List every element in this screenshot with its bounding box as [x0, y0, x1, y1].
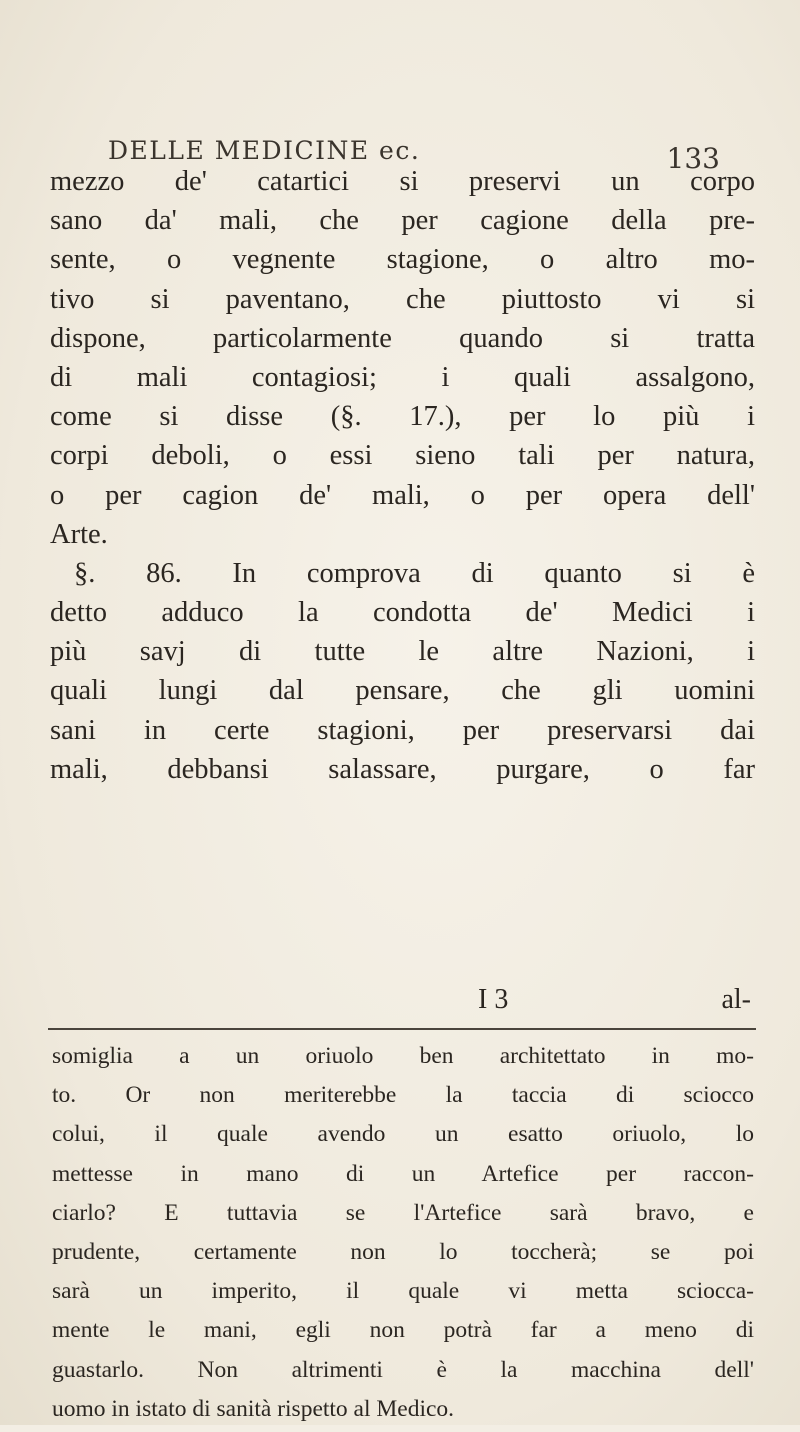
footnote — [52, 1040, 754, 1432]
running-title: DELLE MEDICINE ec. — [108, 136, 421, 165]
footnote-line: colui, il quale avendo un esatto oriuolo, lo — [52, 1121, 754, 1148]
footnote-line: ciarlo? E tuttavia se l'Artefice sarà bravo, e — [52, 1199, 754, 1226]
signature-line — [50, 984, 755, 1020]
catchword: al- — [721, 984, 751, 1015]
text-line: sente, o vegnente stagione, o altro mo- — [50, 244, 755, 276]
footnote-line: prudente, certamente non lo toccherà; se poi — [52, 1238, 754, 1265]
footnote-line: mettesse in mano di un Artefice per raccon- — [52, 1160, 754, 1187]
text-line: più savj di tutte le altre Nazioni, i — [50, 636, 755, 668]
footnote-line: mente le mani, egli non potrà far a meno di — [52, 1317, 754, 1344]
signature-mark: I 3 — [478, 984, 509, 1015]
page-number: 133 — [666, 142, 720, 175]
text-line: §. 86. In comprova di quanto si è — [74, 557, 755, 589]
text-line: dispone, particolarmente quando si tratta — [50, 322, 755, 354]
text-line: di mali contagiosi; i quali assalgono, — [50, 361, 755, 393]
footnote-line: sarà un imperito, il quale vi metta sciocca- — [52, 1278, 754, 1305]
text-line: tivo si paventano, che piuttosto vi si — [50, 283, 755, 315]
footnote-line: somiglia a un oriuolo ben architettato in mo- — [52, 1043, 754, 1069]
footnote-line: to. Or non meriterebbe la taccia di sciocco — [52, 1082, 754, 1109]
text-line: mezzo de' catartici si preservi un corpo — [50, 166, 755, 197]
text-line: o per cagion de' mali, o per opera dell' — [50, 479, 755, 511]
text-line: sano da' mali, che per cagione della pre- — [50, 205, 755, 237]
text-line: come si disse (§. 17.), per lo più i — [50, 401, 755, 433]
footnote-line: uomo in istato di sanità rispetto al Medico. — [52, 1395, 455, 1422]
text-line: mali, debbansi salassare, purgare, o far — [50, 753, 755, 785]
footnote-line: guastarlo. Non altrimenti è la macchina dell' — [52, 1356, 754, 1383]
footnote-rule — [48, 1028, 756, 1030]
main-text — [50, 162, 755, 789]
text-line: quali lungi dal pensare, che gli uomini — [50, 675, 755, 707]
text-line: sani in certe stagioni, per preservarsi dai — [50, 714, 755, 746]
text-line: corpi deboli, o essi sieno tali per natura, — [50, 440, 755, 472]
text-line: detto adduco la condotta de' Medici i — [50, 597, 755, 629]
text-line: Arte. — [50, 518, 108, 550]
